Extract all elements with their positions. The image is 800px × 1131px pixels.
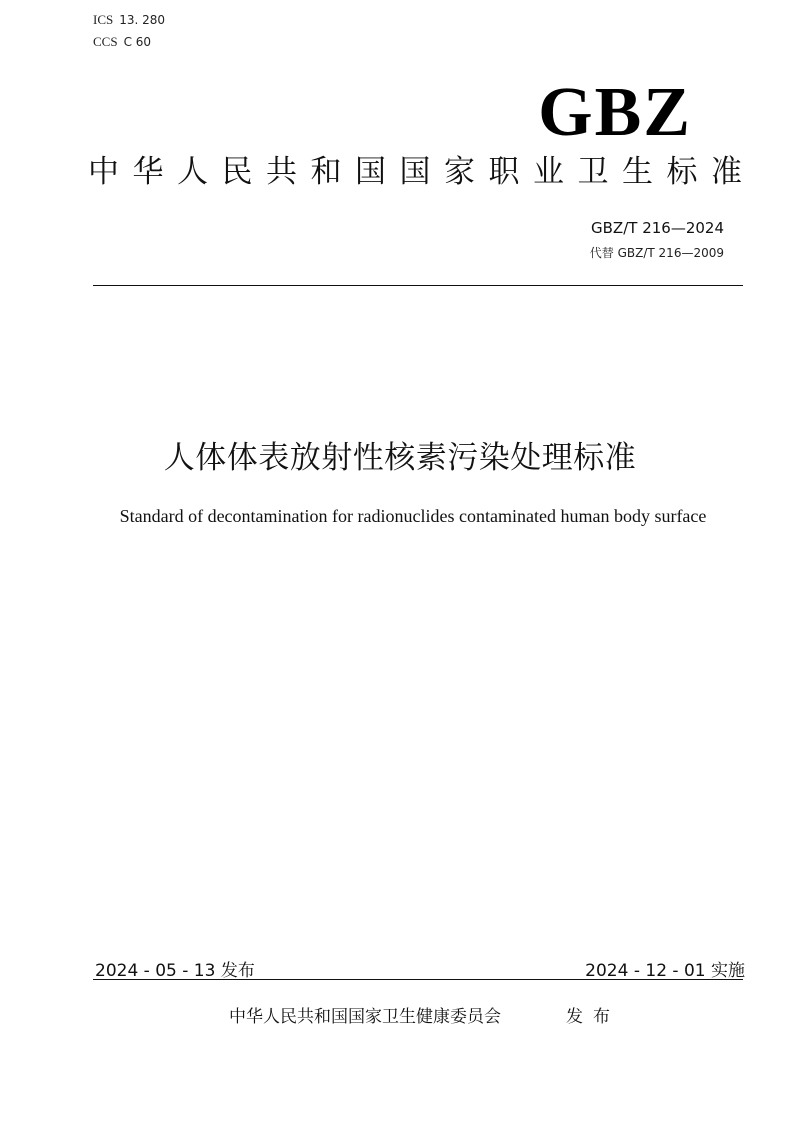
ccs-code: C 60	[123, 35, 152, 49]
issue-label: 发布	[566, 1007, 620, 1027]
effective-date: 2024 - 12 - 01 实施	[585, 961, 745, 981]
ics-line	[93, 12, 165, 28]
issuing-authority: 中华人民共和国国家卫生健康委员会	[229, 1007, 501, 1027]
bottom-divider	[93, 979, 743, 980]
document-title-chinese: 人体体表放射性核素污染处理标准	[163, 440, 637, 476]
standard-type-heading: 中华人民共和国国家职业卫生标准	[88, 154, 756, 190]
standard-number: GBZ/T 216—2024	[591, 219, 724, 237]
ics-code: 13. 280	[119, 13, 166, 27]
publish-date: 2024 - 05 - 13 发布	[95, 961, 255, 981]
replaces-standard: 代替 GBZ/T 216—2009	[589, 246, 724, 260]
ccs-line	[93, 34, 151, 50]
ics-label: ICS	[93, 12, 114, 27]
top-divider	[93, 285, 743, 286]
document-title-english: Standard of decontamination for radionuclides contaminated human body surface	[119, 506, 707, 526]
gbz-logo: GBZ	[538, 74, 692, 151]
ccs-label: CCS	[93, 34, 118, 49]
